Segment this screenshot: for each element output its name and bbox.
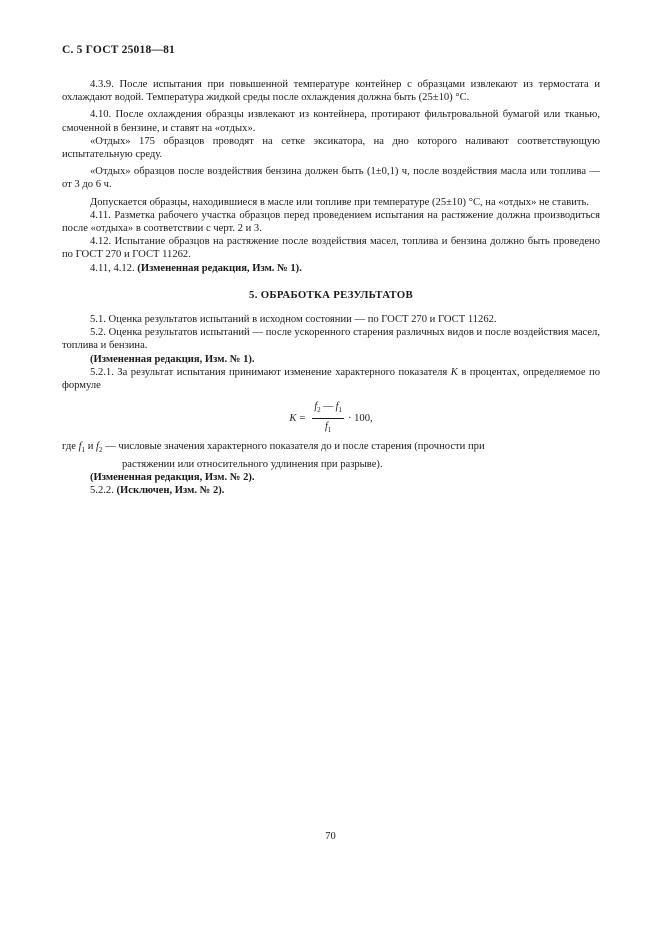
paragraph-rest-3: Допускается образцы, находившиеся в масле или топливе при температуре (25±10) °С, на «отдых» не ставить. xyxy=(90,196,589,208)
formula xyxy=(62,400,600,434)
paragraph-5-2-1: 5.2.1. За результат испытания принимают изменение характерного показателя K в процентах, определяемое по формуле xyxy=(62,366,601,392)
paragraph-5-2-2: 5.2.2. (Исключен, Изм. № 2). xyxy=(90,484,225,496)
formula-fraction xyxy=(312,400,344,437)
formula-lhs: K xyxy=(289,413,297,425)
amendment-ref: 4.11, 4.12. xyxy=(90,262,135,274)
page-header: С. 5 ГОСТ 25018—81 xyxy=(62,44,175,56)
document-body xyxy=(62,78,600,497)
paragraph-4-12: 4.12. Испытание образцов на растяжение после воздействия масел, топлива и бензина должно быть проведено по ГОСТ 270 и ГОСТ 11262. xyxy=(62,236,600,261)
formula-tail: · 100, xyxy=(347,413,373,425)
paragraph-5-2: 5.2. Оценка результатов испытаний — после ускоренного старения различных видов и после воздействия масел, топлива и бензина. xyxy=(62,327,600,352)
amendment-note-3: (Измененная редакция, Изм. № 2). xyxy=(90,471,255,483)
formula-equals: = xyxy=(299,413,306,425)
paragraph-4-11: 4.11. Разметка рабочего участка образцов перед проведением испытания на растяжение должна производиться после «отдыха» в соответствии с черт. 2 и 3. xyxy=(62,209,600,235)
formula-legend-continued: растяжении или относительного удлинения при разрыве). xyxy=(122,458,383,470)
section-title: 5. ОБРАБОТКА РЕЗУЛЬТАТОВ xyxy=(249,288,413,301)
fraction-numerator: $f_2$ — $f_1$ xyxy=(312,400,344,419)
amendment-note-1 xyxy=(62,262,600,275)
amendment-text: (Измененная редакция, Изм. № 1). xyxy=(137,262,302,274)
fraction-denominator: $f_1$ xyxy=(325,421,332,435)
paragraph-5-1: 5.1. Оценка результатов испытаний в исходном состоянии — по ГОСТ 270 и ГОСТ 11262. xyxy=(90,314,497,326)
paragraph-4-3-9: 4.3.9. После испытания при повышенной температуре контейнер с образцами извлекают из термостата и охлаждают водой. Температура жидкой среды после охлаждения должна быть (25±10) °С. xyxy=(62,79,600,104)
amendment-note-2: (Измененная редакция, Изм. № 1). xyxy=(90,353,255,365)
paragraph-rest-2: «Отдых» образцов после воздействия бензина должен быть (1±0,1) ч, после воздействия масла или топлива — от 3 до 6 ч. xyxy=(62,166,600,191)
paragraph-rest-1: «Отдых» 175 образцов проводят на сетке эксикатора, на дно которого наливают соответствующую испытательную среду. xyxy=(62,135,600,161)
page-number: 70 xyxy=(325,831,336,842)
variable-k: K xyxy=(450,366,458,378)
formula-legend: где $f_1$ и $f_2$ — числовые значения характерного показателя до и после старения (прочности при xyxy=(62,441,485,455)
paragraph-4-10: 4.10. После охлаждения образцы извлекают из контейнера, протирают фильтровальной бумагой или тканью, смоченной в бензине, и ставят на «отдых». xyxy=(62,109,600,134)
